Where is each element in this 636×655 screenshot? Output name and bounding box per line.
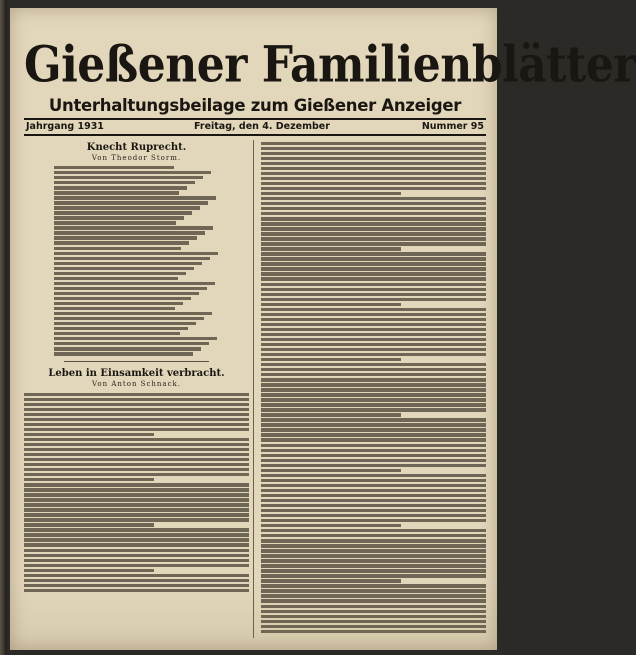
text-line: [261, 474, 486, 477]
text-line: [261, 584, 486, 587]
text-line: [24, 554, 249, 557]
text-line: [54, 211, 192, 214]
text-line: [261, 625, 486, 628]
text-line: [261, 378, 486, 381]
text-line: [261, 398, 486, 401]
text-line: [54, 241, 189, 244]
text-line: [24, 453, 249, 456]
text-line: [261, 514, 486, 517]
text-line: [24, 428, 249, 431]
text-line: [54, 352, 193, 355]
header-rule-bottom: [24, 134, 486, 136]
text-line: [54, 332, 180, 335]
text-line: [54, 221, 176, 224]
text-line: [261, 333, 486, 336]
text-line: [261, 262, 486, 265]
text-line: [261, 272, 486, 275]
text-line: [54, 347, 201, 350]
binding-edge: [0, 0, 7, 655]
text-line: [261, 207, 486, 210]
text-line: [261, 318, 486, 321]
text-line: [261, 539, 486, 542]
text-line: [261, 383, 486, 386]
text-line: [24, 569, 154, 572]
text-line: [261, 494, 486, 497]
text-line: [54, 287, 207, 290]
text-line: [24, 433, 154, 436]
text-line: [261, 489, 486, 492]
text-line: [54, 277, 178, 280]
section-divider: [64, 361, 209, 362]
text-line: [54, 252, 218, 255]
text-line: [24, 483, 249, 486]
story-author: Von Anton Schnack.: [92, 379, 181, 388]
text-line: [24, 533, 249, 536]
text-line: [261, 147, 486, 150]
text-line: [24, 564, 249, 567]
text-line: [261, 444, 486, 447]
text-line: [261, 509, 486, 512]
text-line: [261, 313, 486, 316]
text-line: [24, 549, 249, 552]
text-line: [54, 312, 212, 315]
text-line: [54, 191, 179, 194]
text-line: [261, 534, 486, 537]
text-line: [261, 544, 486, 547]
text-line: [261, 569, 486, 572]
text-line: [54, 176, 203, 179]
issue-info-bar: [24, 120, 486, 134]
text-line: [261, 529, 486, 532]
text-line: [24, 403, 249, 406]
text-line: [261, 459, 486, 462]
text-line: [261, 353, 486, 356]
text-line: [261, 247, 401, 250]
text-line: [261, 142, 486, 145]
text-line: [261, 499, 486, 502]
text-line: [261, 519, 486, 522]
text-line: [54, 262, 202, 265]
text-line: [54, 206, 200, 209]
text-line: [261, 449, 486, 452]
text-line: [24, 398, 249, 401]
text-line: [24, 589, 249, 592]
text-line: [261, 418, 486, 421]
text-line: [54, 307, 175, 310]
text-line: [261, 267, 486, 270]
text-line: [24, 493, 249, 496]
text-line: [24, 528, 249, 531]
text-line: [24, 468, 249, 471]
text-line: [261, 564, 486, 567]
text-line: [261, 554, 486, 557]
text-line: [24, 463, 249, 466]
issue-number: Nummer 95: [421, 121, 484, 132]
text-line: [54, 337, 217, 340]
text-line: [261, 524, 401, 527]
text-line: [261, 469, 401, 472]
poem-author: Von Theodor Storm.: [91, 154, 182, 162]
text-line: [261, 579, 401, 582]
text-line: [24, 559, 249, 562]
text-line: [54, 272, 186, 275]
text-line: [24, 488, 249, 491]
story-title: Leben in Einsamkeit verbracht.: [48, 367, 225, 379]
text-line: [261, 308, 486, 311]
text-line: [261, 348, 486, 351]
text-line: [261, 363, 486, 366]
text-line: [261, 403, 486, 406]
text-line: [261, 197, 486, 200]
text-line: [261, 257, 486, 260]
text-line: [54, 231, 205, 234]
text-line: [261, 393, 486, 396]
text-line: [54, 302, 183, 305]
text-line: [261, 408, 486, 411]
text-line: [261, 574, 486, 577]
text-line: [261, 328, 486, 331]
text-line: [54, 196, 216, 199]
text-line: [24, 498, 249, 501]
story-body-left: [24, 393, 249, 593]
right-column: [261, 140, 486, 638]
column-divider: [253, 140, 254, 638]
text-line: [261, 288, 486, 291]
poem-title: Knecht Ruprecht.: [86, 142, 187, 153]
text-line: [24, 518, 249, 521]
text-line: [261, 182, 486, 185]
text-line: [261, 252, 486, 255]
text-line: [54, 327, 188, 330]
text-line: [54, 201, 208, 204]
text-line: [54, 247, 181, 250]
text-line: [261, 192, 401, 195]
text-line: [54, 186, 187, 189]
masthead-title: Gießener Familienblätter: [24, 36, 636, 94]
text-line: [24, 393, 249, 396]
text-line: [24, 438, 249, 441]
text-line: [24, 503, 249, 506]
text-line: [261, 599, 486, 602]
text-line: [261, 222, 486, 225]
text-line: [24, 508, 249, 511]
text-line: [261, 589, 486, 592]
text-line: [54, 342, 209, 345]
text-line: [261, 187, 486, 190]
text-line: [54, 322, 196, 325]
text-line: [54, 166, 174, 169]
text-line: [24, 443, 249, 446]
text-line: [261, 298, 486, 301]
left-column: [24, 140, 249, 638]
text-line: [261, 227, 486, 230]
text-line: [261, 454, 486, 457]
text-line: [54, 297, 191, 300]
text-line: [24, 579, 249, 582]
text-line: [24, 513, 249, 516]
text-line: [261, 373, 486, 376]
text-line: [24, 543, 249, 546]
text-line: [261, 303, 401, 306]
text-line: [261, 293, 486, 296]
text-line: [261, 433, 486, 436]
text-line: [261, 202, 486, 205]
text-line: [261, 172, 486, 175]
text-line: [261, 242, 486, 245]
text-line: [24, 423, 249, 426]
text-line: [261, 162, 486, 165]
text-line: [261, 232, 486, 235]
text-line: [261, 610, 486, 613]
text-line: [261, 177, 486, 180]
text-line: [261, 237, 486, 240]
story-body-right: [261, 142, 486, 633]
text-line: [261, 620, 486, 623]
text-line: [24, 418, 249, 421]
text-line: [261, 438, 486, 441]
text-line: [261, 343, 486, 346]
text-line: [261, 277, 486, 280]
text-line: [24, 478, 154, 481]
newspaper-page: [10, 8, 636, 650]
text-line: [261, 484, 486, 487]
text-line: [24, 584, 249, 587]
text-line: [54, 282, 215, 285]
text-line: [261, 413, 401, 416]
text-line: [261, 212, 486, 215]
text-line: [24, 408, 249, 411]
text-line: [261, 464, 486, 467]
issue-year: Jahrgang 1931: [26, 121, 104, 132]
text-line: [261, 423, 486, 426]
poem-body: [24, 166, 249, 356]
text-line: [261, 323, 486, 326]
text-line: [54, 257, 210, 260]
text-line: [24, 448, 249, 451]
text-line: [24, 458, 249, 461]
text-line: [261, 152, 486, 155]
text-line: [261, 157, 486, 160]
text-line: [54, 181, 195, 184]
text-line: [261, 504, 486, 507]
text-line: [54, 267, 194, 270]
text-line: [54, 216, 184, 219]
text-line: [54, 171, 211, 174]
text-line: [54, 236, 197, 239]
text-line: [261, 358, 401, 361]
text-line: [24, 574, 249, 577]
text-line: [54, 292, 199, 295]
text-line: [261, 338, 486, 341]
text-line: [261, 388, 486, 391]
text-line: [261, 615, 486, 618]
text-line: [24, 413, 249, 416]
text-line: [261, 479, 486, 482]
text-line: [24, 523, 154, 526]
text-line: [261, 549, 486, 552]
text-line: [261, 283, 486, 286]
text-line: [54, 317, 204, 320]
text-line: [261, 368, 486, 371]
text-line: [261, 428, 486, 431]
text-line: [54, 226, 213, 229]
text-line: [261, 559, 486, 562]
issue-date: Freitag, den 4. Dezember: [194, 121, 330, 132]
masthead-subtitle: Unterhaltungsbeilage zum Gießener Anzeiger: [48, 96, 462, 115]
text-line: [261, 630, 486, 633]
text-line: [261, 594, 486, 597]
text-line: [261, 605, 486, 608]
text-line: [261, 217, 486, 220]
text-line: [261, 167, 486, 170]
text-line: [24, 538, 249, 541]
text-line: [24, 473, 249, 476]
